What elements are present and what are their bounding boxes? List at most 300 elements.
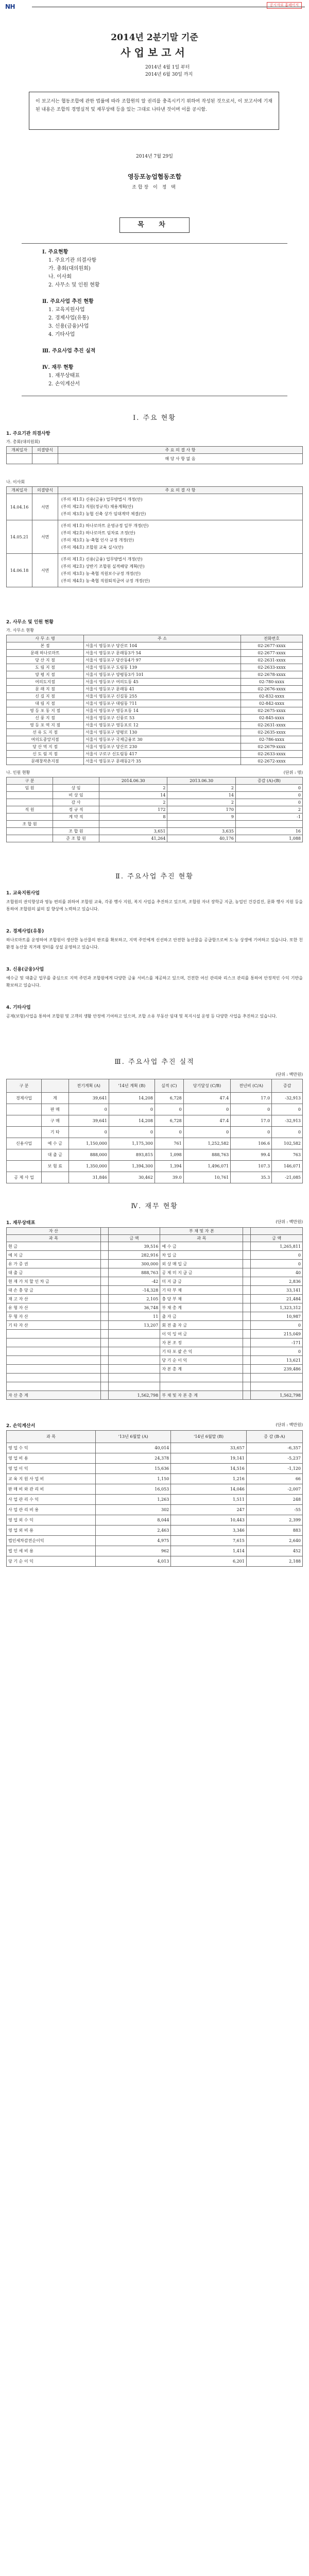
bs-cell bbox=[108, 1365, 160, 1374]
bs-cell bbox=[243, 1374, 251, 1382]
office-row bbox=[7, 751, 303, 758]
staff-cell: 2 bbox=[235, 806, 302, 814]
nh-logo: NH bbox=[5, 3, 15, 10]
is-header-row bbox=[7, 1431, 303, 1443]
period-start: 2014년 4월 1일 부터 bbox=[145, 65, 190, 70]
staff-cell: 2 bbox=[99, 785, 167, 792]
perf-header-cell: 당기달성 (C/B) bbox=[183, 1079, 231, 1093]
is-cell: 7,615 bbox=[171, 1536, 247, 1546]
staff-unit-note: (단위 : 명) bbox=[283, 770, 303, 775]
staff-cell: 0 bbox=[235, 799, 302, 806]
perf-cell: 39.0 bbox=[154, 1172, 183, 1183]
bs-cell: 1,265,811 bbox=[251, 1242, 303, 1251]
office-cell: 서울시 영등포구 당산로 230 bbox=[84, 743, 241, 751]
bs-cell bbox=[108, 1382, 160, 1391]
sub-heading-general-meeting: 가. 총회(대의원회) bbox=[6, 439, 40, 444]
office-header-row bbox=[7, 635, 303, 642]
perf-cell: 0 bbox=[272, 1104, 303, 1115]
toc-item: 나. 이사회 bbox=[48, 274, 72, 280]
bs-cell: 1,562,798 bbox=[108, 1391, 160, 1400]
bs-cell bbox=[7, 1356, 101, 1365]
bs-cell: 11 bbox=[108, 1312, 160, 1321]
bs-cell: 공 제 미 지 급 금 bbox=[160, 1268, 243, 1277]
bs-cell: 차 입 금 bbox=[160, 1251, 243, 1260]
bs-row bbox=[7, 1303, 303, 1312]
is-cell: 4,975 bbox=[95, 1536, 170, 1546]
bs-cell: 대 손 충 당 금 bbox=[7, 1286, 101, 1295]
office-table bbox=[6, 635, 303, 765]
perf-cell: 106.6 bbox=[231, 1138, 272, 1149]
bs-cell bbox=[100, 1338, 108, 1347]
sub-heading-resolutions: 1. 주요기관 의결사항 bbox=[6, 431, 50, 436]
bs-cell: 21,484 bbox=[251, 1295, 303, 1303]
bs-cell: 기 타 부 채 bbox=[160, 1286, 243, 1295]
performance-table bbox=[6, 1079, 303, 1183]
office-cell: 서울시 영등포구 여의도동 45 bbox=[84, 679, 241, 686]
board-item: (부의 제2호) 상반기 조합원 실적배당 계획(안) bbox=[61, 564, 145, 569]
is-row bbox=[7, 1526, 303, 1536]
perf-cell: 99.4 bbox=[231, 1149, 272, 1161]
toc-item: Ⅱ. 주요사업 추진 현황 bbox=[42, 299, 94, 304]
bs-cell bbox=[100, 1365, 108, 1374]
corporation-name: 영등포농업협동조합 bbox=[127, 173, 182, 180]
is-cell: 24,378 bbox=[95, 1453, 170, 1464]
perf-cell: 신용사업 bbox=[7, 1138, 42, 1149]
office-cell: 도 림 지 점 bbox=[7, 664, 84, 671]
board-header-cell: 주 요 의 결 사 항 bbox=[58, 487, 303, 494]
staff-cell: 임 원 bbox=[7, 785, 53, 792]
is-cell: 판 매 비 와 관 리 비 bbox=[7, 1484, 96, 1495]
bs-cell bbox=[243, 1356, 251, 1365]
bs-cell: 2,105 bbox=[108, 1295, 160, 1303]
toc-item: 2. 경제사업(유통) bbox=[48, 315, 89, 321]
bs-cell bbox=[7, 1338, 101, 1347]
col-items: 주 요 의 결 사 항 bbox=[58, 447, 303, 454]
staff-cell: -1 bbox=[235, 814, 302, 821]
staff-header-cell: 증감 (A)-(B) bbox=[235, 777, 302, 785]
bs-row bbox=[7, 1312, 303, 1321]
perf-cell: 0 bbox=[272, 1127, 303, 1138]
board-date: 14.04.16 bbox=[7, 494, 32, 520]
perf-cell: 763 bbox=[272, 1149, 303, 1161]
office-header-cell: 전화번호 bbox=[241, 635, 303, 642]
bs-cell bbox=[108, 1356, 160, 1365]
staff-cell bbox=[99, 821, 167, 828]
office-cell: 문 래 지 점 bbox=[7, 686, 84, 693]
bs-cell bbox=[100, 1286, 108, 1295]
perf-cell: -21,085 bbox=[272, 1172, 303, 1183]
office-cell: 서울시 영등포구 문래동2가 35 bbox=[84, 758, 241, 765]
perf-cell: 39,641 bbox=[68, 1115, 109, 1127]
other-text: 공제(보험)사업을 통하여 조합원 및 고객의 생활 안정에 기여하고 있으며, 조합 소유 부동산 임대 및 복지시설 운영 등 다양한 사업을 추진하고 있습니다. bbox=[6, 1014, 277, 1019]
is-cell: 사 업 관 리 수 익 bbox=[7, 1495, 96, 1505]
bs-cell: 부 채 총 계 bbox=[160, 1303, 243, 1312]
bs-cell bbox=[243, 1277, 251, 1286]
office-cell: 대 림 지 점 bbox=[7, 700, 84, 707]
bs-cell: 유 가 증 권 bbox=[7, 1260, 101, 1268]
cover-title-period: 2014년 2분기말 기준 bbox=[111, 32, 198, 43]
sub-heading-credit: 3. 신용(금융)사업 bbox=[6, 967, 44, 972]
bs-row bbox=[7, 1365, 303, 1374]
perf-cell: 6,728 bbox=[154, 1115, 183, 1127]
office-cell: 02-2675-xxxx bbox=[241, 707, 303, 715]
bs-cell bbox=[7, 1330, 101, 1338]
bs-cell bbox=[243, 1303, 251, 1312]
is-cell: 14,046 bbox=[171, 1484, 247, 1495]
section-2-title: Ⅱ. 주요사업 추진 현황 bbox=[115, 873, 194, 880]
bs-subheader-cell bbox=[100, 1235, 108, 1242]
toc-item: 3. 신용(금융)사업 bbox=[48, 324, 89, 329]
bs-row bbox=[7, 1295, 303, 1303]
staff-cell: 3,635 bbox=[167, 828, 235, 835]
office-cell: 서울시 영등포구 신풍로 53 bbox=[84, 715, 241, 722]
perf-cell: 14,208 bbox=[109, 1093, 154, 1104]
office-row bbox=[7, 671, 303, 679]
office-cell: 문래 하나로마트 bbox=[7, 650, 84, 657]
staff-cell: 2 bbox=[167, 785, 235, 792]
bs-row bbox=[7, 1286, 303, 1295]
is-cell: 1,216 bbox=[171, 1474, 247, 1484]
staff-row bbox=[7, 828, 303, 835]
is-cell: 19,141 bbox=[171, 1453, 247, 1464]
is-cell: 16,053 bbox=[95, 1484, 170, 1495]
perf-header-row bbox=[7, 1079, 303, 1093]
perf-cell: 146,071 bbox=[272, 1161, 303, 1172]
board-item: (부의 제2호) 직원(정규직) 채용계획(안) bbox=[61, 504, 133, 509]
staff-cell bbox=[235, 821, 302, 828]
bs-cell: 2,836 bbox=[251, 1277, 303, 1286]
bs-row bbox=[7, 1277, 303, 1286]
perf-cell: 17.0 bbox=[231, 1093, 272, 1104]
education-text: 조합원의 권익향상과 영농 편의를 위하여 조합원 교육, 각종 행사 지원, 복지 사업을 추진하고 있으며, 조합원 자녀 장학금 지급, 농업인 건강검진, 문화 행사 지원 등을 통하여 조합원의 삶의 질 향상에 노력하고 있습니다. bbox=[6, 900, 303, 911]
bs-cell bbox=[100, 1303, 108, 1312]
board-table bbox=[6, 486, 303, 587]
perf-cell bbox=[7, 1161, 42, 1172]
homepage-link[interactable]: 공시자료 홈페이지 bbox=[267, 2, 302, 9]
toc-item: Ⅳ. 재무 현황 bbox=[42, 365, 74, 370]
staff-row bbox=[7, 806, 303, 814]
perf-cell: 1,496,071 bbox=[183, 1161, 231, 1172]
bs-header-row bbox=[7, 1228, 303, 1235]
bs-row bbox=[7, 1347, 303, 1356]
staff-cell: 14 bbox=[167, 792, 235, 799]
office-cell: 본 점 bbox=[7, 642, 84, 650]
staff-cell: 3,651 bbox=[99, 828, 167, 835]
office-cell: 02-786-xxxx bbox=[241, 736, 303, 743]
bs-cell bbox=[100, 1312, 108, 1321]
gm-no-items: 해 당 사 항 없 음 bbox=[58, 454, 303, 464]
bs-subheader-cell: 과 목 bbox=[160, 1235, 243, 1242]
perf-cell: 888,763 bbox=[183, 1149, 231, 1161]
is-cell: -55 bbox=[246, 1505, 302, 1515]
board-item: (부의 제4호) 조합원 교육 실시(안) bbox=[61, 545, 124, 550]
bs-cell bbox=[243, 1286, 251, 1295]
bs-row bbox=[7, 1251, 303, 1260]
office-cell: 서울시 영등포구 신길동 255 bbox=[84, 693, 241, 700]
bs-cell: -14,328 bbox=[108, 1286, 160, 1295]
is-cell: 10,443 bbox=[171, 1515, 247, 1526]
bs-cell bbox=[100, 1268, 108, 1277]
staff-header-cell: 2013.06.30 bbox=[167, 777, 235, 785]
perf-cell: 14,208 bbox=[109, 1115, 154, 1127]
bs-cell bbox=[243, 1382, 251, 1391]
office-cell: 선 유 도 지 점 bbox=[7, 729, 84, 736]
perf-header-cell: 증감 bbox=[272, 1079, 303, 1093]
toc-item: Ⅲ. 주요사업 추진 실적 bbox=[42, 348, 96, 354]
toc-list bbox=[42, 248, 100, 388]
toc-item bbox=[42, 355, 100, 364]
staff-cell: 조 합 원 bbox=[53, 828, 99, 835]
staff-cell bbox=[7, 814, 53, 821]
office-row bbox=[7, 743, 303, 751]
staff-cell bbox=[7, 828, 53, 835]
col-date: 개최일자 bbox=[7, 447, 32, 454]
bs-cell: 33,141 bbox=[251, 1286, 303, 1295]
staff-cell: 정 규 직 bbox=[53, 806, 99, 814]
staff-header-cell: 2014.06.30 bbox=[99, 777, 167, 785]
perf-cell: 6,728 bbox=[154, 1093, 183, 1104]
office-cell: 02-2678-xxxx bbox=[241, 671, 303, 679]
bs-row bbox=[7, 1391, 303, 1400]
staff-cell: 2 bbox=[99, 799, 167, 806]
bs-cell: 39,516 bbox=[108, 1242, 160, 1251]
office-cell: 02-2677-xxxx bbox=[241, 642, 303, 650]
toc-item: 4. 기타사업 bbox=[48, 332, 75, 337]
bs-cell: 0 bbox=[251, 1260, 303, 1268]
bs-cell: 기 타 포 괄 손 익 bbox=[160, 1347, 243, 1356]
is-cell: 4,013 bbox=[95, 1556, 170, 1567]
sub-heading-education: 1. 교육지원사업 bbox=[6, 891, 40, 896]
staff-header-row bbox=[7, 777, 303, 785]
section-1-title: Ⅰ. 주요 현황 bbox=[133, 414, 176, 422]
bs-cell bbox=[100, 1295, 108, 1303]
is-cell: 33,657 bbox=[171, 1443, 247, 1453]
sub-heading-balance-sheet: 1. 재무상태표 bbox=[6, 1221, 36, 1226]
perf-cell bbox=[7, 1104, 42, 1115]
board-row bbox=[7, 494, 303, 520]
perf-row bbox=[7, 1172, 303, 1183]
bs-cell: 1,562,798 bbox=[251, 1391, 303, 1400]
section-4-title: Ⅳ. 재무 현황 bbox=[131, 1202, 178, 1210]
perf-cell: 1,175,300 bbox=[109, 1138, 154, 1149]
perf-cell: 47.4 bbox=[183, 1115, 231, 1127]
is-cell: 302 bbox=[95, 1505, 170, 1515]
is-row bbox=[7, 1505, 303, 1515]
is-cell: 1,414 bbox=[171, 1546, 247, 1556]
is-row bbox=[7, 1453, 303, 1464]
bs-header-cell: 자 산 bbox=[7, 1228, 101, 1235]
sub-heading-office-list: 가. 사무소 현황 bbox=[6, 628, 34, 633]
is-cell: 2,640 bbox=[246, 1536, 302, 1546]
office-cell: 02-832-xxxx bbox=[241, 693, 303, 700]
is-cell: 당 기 순 이 익 bbox=[7, 1556, 96, 1567]
perf-header-cell: 실적 (C) bbox=[154, 1079, 183, 1093]
bs-subheader-cell: 금 액 bbox=[251, 1235, 303, 1242]
perf-cell: 보 험 료 bbox=[41, 1161, 68, 1172]
office-cell: 02-2679-xxxx bbox=[241, 743, 303, 751]
staff-cell: 상 임 bbox=[53, 785, 99, 792]
bs-cell bbox=[7, 1382, 101, 1391]
bs-cell: 888,763 bbox=[108, 1268, 160, 1277]
board-date: 14.05.21 bbox=[7, 520, 32, 554]
sub-heading-board: 나. 이사회 bbox=[6, 480, 25, 484]
perf-cell: 0 bbox=[109, 1127, 154, 1138]
bs-cell: 외 상 매 입 금 bbox=[160, 1260, 243, 1268]
bs-row bbox=[7, 1321, 303, 1330]
is-row bbox=[7, 1495, 303, 1505]
is-cell: 법인세차감전순이익 bbox=[7, 1536, 96, 1546]
balance-sheet-table bbox=[6, 1227, 303, 1400]
toc-item: 2. 사무소 및 인원 현황 bbox=[48, 282, 100, 288]
perf-cell: 31,846 bbox=[68, 1172, 109, 1183]
bs-subheader-row bbox=[7, 1235, 303, 1242]
office-cell: 당 산 역 지 점 bbox=[7, 743, 84, 751]
board-row bbox=[7, 554, 303, 587]
staff-row bbox=[7, 792, 303, 799]
bs-cell: 10,987 bbox=[251, 1312, 303, 1321]
is-cell: 962 bbox=[95, 1546, 170, 1556]
bs-cell bbox=[7, 1365, 101, 1374]
office-cell: 서울시 영등포구 도림동 139 bbox=[84, 664, 241, 671]
perf-cell: 107.3 bbox=[231, 1161, 272, 1172]
perf-cell: 0 bbox=[68, 1127, 109, 1138]
is-cell: 452 bbox=[246, 1546, 302, 1556]
toc-item: 1. 교육지원사업 bbox=[48, 307, 85, 313]
bs-header-cell bbox=[243, 1228, 251, 1235]
toc-heading: 목 차 bbox=[119, 217, 190, 233]
perf-cell: 0 bbox=[154, 1104, 183, 1115]
sub-heading-income-statement: 2. 손익계산서 bbox=[6, 1423, 36, 1429]
staff-cell: 9 bbox=[167, 814, 235, 821]
perf-cell: 893,815 bbox=[109, 1149, 154, 1161]
staff-cell: 1,088 bbox=[235, 835, 302, 842]
staff-cell bbox=[53, 821, 99, 828]
bs-cell: 충 당 부 채 bbox=[160, 1295, 243, 1303]
perf-cell: 0 bbox=[68, 1104, 109, 1115]
general-meeting-table bbox=[6, 446, 303, 464]
bs-row bbox=[7, 1382, 303, 1391]
bs-cell bbox=[108, 1347, 160, 1356]
perf-cell: -32,913 bbox=[272, 1093, 303, 1104]
office-row bbox=[7, 650, 303, 657]
office-cell: 신 풍 지 점 bbox=[7, 715, 84, 722]
office-row bbox=[7, 700, 303, 707]
perf-cell: 1,394,300 bbox=[109, 1161, 154, 1172]
toc-item: 가. 총회(대의원회) bbox=[48, 266, 91, 272]
is-header-cell: 증 감 (B-A) bbox=[246, 1431, 302, 1443]
perf-cell: 102,582 bbox=[272, 1138, 303, 1149]
bs-cell bbox=[243, 1260, 251, 1268]
bs-cell: 부 채 및 자 본 총 계 bbox=[160, 1391, 243, 1400]
perf-cell: 761 bbox=[154, 1138, 183, 1149]
perf-row bbox=[7, 1127, 303, 1138]
staff-cell: 172 bbox=[99, 806, 167, 814]
bs-row bbox=[7, 1338, 303, 1347]
is-cell: 40,014 bbox=[95, 1443, 170, 1453]
office-cell: 여의도중앙지점 bbox=[7, 736, 84, 743]
bs-cell: 미 지 급 금 bbox=[160, 1277, 243, 1286]
office-cell: 서울시 영등포구 당산동4가 97 bbox=[84, 657, 241, 664]
perf-cell: 47.4 bbox=[183, 1093, 231, 1104]
sub-heading-other: 4. 기타사업 bbox=[6, 1005, 31, 1010]
perf-cell: 888,000 bbox=[68, 1149, 109, 1161]
office-cell: 당 산 지 점 bbox=[7, 657, 84, 664]
is-cell: 교 육 지 원 사 업 비 bbox=[7, 1474, 96, 1484]
staff-row bbox=[7, 835, 303, 842]
board-method: 서면 bbox=[32, 554, 58, 587]
staff-cell: 8 bbox=[99, 814, 167, 821]
is-cell: 영 업 이 익 bbox=[7, 1464, 96, 1474]
bs-cell bbox=[243, 1242, 251, 1251]
bs-cell: 239,486 bbox=[251, 1365, 303, 1374]
bs-cell: 출 자 금 bbox=[160, 1312, 243, 1321]
perf-cell: 0 bbox=[154, 1127, 183, 1138]
is-cell: 883 bbox=[246, 1526, 302, 1536]
bs-cell bbox=[100, 1347, 108, 1356]
bs-cell bbox=[100, 1277, 108, 1286]
office-cell: 02-2631-xxxx bbox=[241, 722, 303, 729]
perf-cell: 공 제 사 업 bbox=[7, 1172, 42, 1183]
staff-cell: 0 bbox=[235, 785, 302, 792]
board-items bbox=[58, 494, 303, 520]
staff-row bbox=[7, 799, 303, 806]
bs-cell bbox=[7, 1374, 101, 1382]
bs-cell: 무 형 자 산 bbox=[7, 1312, 101, 1321]
staff-cell: 16 bbox=[235, 828, 302, 835]
perf-cell: 17.0 bbox=[231, 1115, 272, 1127]
bs-cell bbox=[108, 1330, 160, 1338]
board-method: 서면 bbox=[32, 494, 58, 520]
bs-cell: 이 익 잉 여 금 bbox=[160, 1330, 243, 1338]
staff-row bbox=[7, 821, 303, 828]
office-row bbox=[7, 686, 303, 693]
bs-cell: 36,748 bbox=[108, 1303, 160, 1312]
office-cell: 서울시 영등포구 양평로 130 bbox=[84, 729, 241, 736]
bs-cell bbox=[100, 1321, 108, 1330]
bs-subheader-cell bbox=[243, 1235, 251, 1242]
office-cell: 여의도지점 bbox=[7, 679, 84, 686]
staff-cell bbox=[167, 821, 235, 828]
staff-header-cell: 구 분 bbox=[7, 777, 53, 785]
perf-cell: 39,641 bbox=[68, 1093, 109, 1104]
office-cell: 서울시 영등포구 양평동3가 101 bbox=[84, 671, 241, 679]
section-3-title: Ⅲ. 주요사업 추진 실적 bbox=[114, 1058, 195, 1066]
is-cell: 6,201 bbox=[171, 1556, 247, 1567]
bs-cell: -171 bbox=[251, 1338, 303, 1347]
office-cell: 02-780-xxxx bbox=[241, 679, 303, 686]
is-cell: -1,120 bbox=[246, 1464, 302, 1474]
office-cell: 서울시 영등포구 문래동 41 bbox=[84, 686, 241, 693]
bs-cell bbox=[243, 1347, 251, 1356]
perf-cell bbox=[7, 1127, 42, 1138]
cover-date: 2014년 7월 29일 bbox=[136, 154, 173, 159]
bs-cell bbox=[160, 1374, 243, 1382]
is-cell: -2,007 bbox=[246, 1484, 302, 1495]
cover-disclaimer: 이 보고서는 협동조합에 관한 법률에 따라 조합원의 알 권리를 충족시키기 위하여 작성된 것으로서, 이 보고서에 기재된 내용은 조합의 경영실적 및 재무상태 등을 있는 그대로 나타낸 것이며 이를 공시함. bbox=[29, 92, 279, 130]
bs-cell: 자 산 총 계 bbox=[7, 1391, 101, 1400]
bs-cell: 현 재 가 치 할 인 차 금 bbox=[7, 1277, 101, 1286]
period-end: 2014년 6월 30일 까지 bbox=[145, 72, 193, 77]
office-cell: 02-2672-xxxx bbox=[241, 758, 303, 765]
bs-subheader-cell: 과 목 bbox=[7, 1235, 101, 1242]
perf-cell: 1,252,582 bbox=[183, 1138, 231, 1149]
office-cell: 영 등 포 역 지 점 bbox=[7, 722, 84, 729]
bs-cell bbox=[100, 1382, 108, 1391]
office-cell: 02-845-xxxx bbox=[241, 715, 303, 722]
perf-header-cell: '14년 계획 (B) bbox=[109, 1079, 154, 1093]
bs-cell bbox=[243, 1268, 251, 1277]
bs-row bbox=[7, 1374, 303, 1382]
